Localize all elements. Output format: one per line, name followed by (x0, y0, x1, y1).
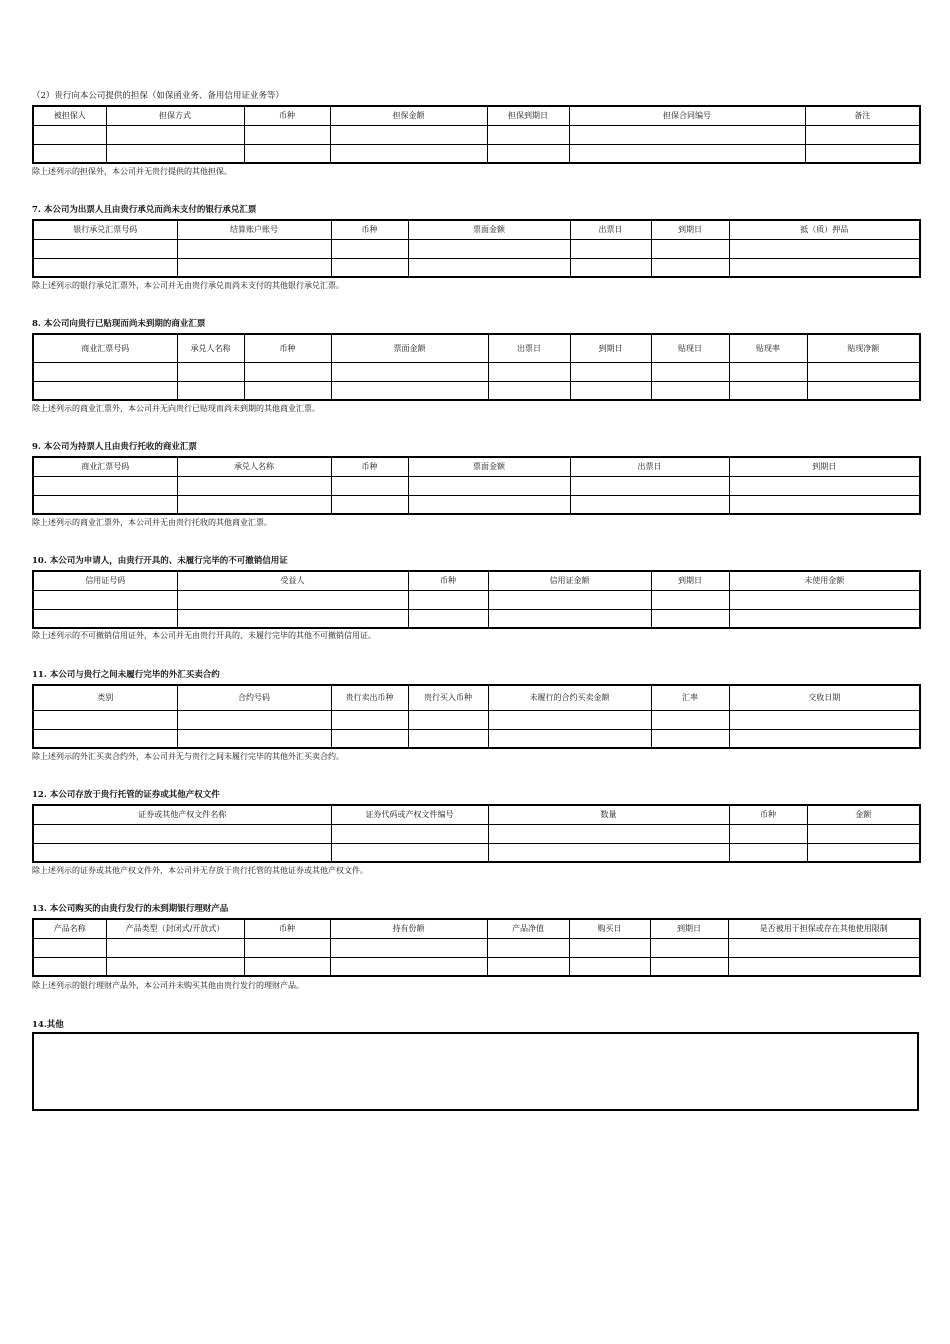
header-cell: 币种 (729, 805, 807, 824)
guarantee-note: 除上述列示的担保外，本公司并无贵行提供的其他担保。 (32, 167, 232, 176)
header-cell: 担保金额 (330, 106, 487, 125)
header-cell: 到期日 (651, 571, 729, 590)
table-row[interactable] (33, 843, 920, 862)
guarantee-table (32, 105, 921, 164)
header-cell: 到期日 (570, 334, 651, 362)
header-cell: 产品类型（封闭式/开放式） (106, 919, 244, 938)
table-row[interactable] (33, 495, 920, 514)
header-cell: 贴现净额 (807, 334, 920, 362)
header-cell: 担保方式 (106, 106, 244, 125)
table-row[interactable] (33, 476, 920, 495)
header-cell: 出票日 (570, 457, 729, 476)
custody-note: 除上述列示的证券或其他产权文件外，本公司并无存放于贵行托管的其他证券或其他产权文件。 (32, 866, 368, 875)
table-row[interactable] (33, 239, 920, 258)
table-header-row (33, 571, 920, 590)
header-cell: 未履行的合约买卖金额 (488, 685, 651, 710)
wealth-product-table (32, 918, 921, 977)
table-header-row (33, 457, 920, 476)
wealth-product-note: 除上述列示的银行理财产品外，本公司并未购买其他由贵行发行的理财产品。 (32, 981, 304, 990)
table-row[interactable] (33, 125, 920, 144)
header-cell: 数量 (488, 805, 729, 824)
discounted-bill-note: 除上述列示的商业汇票外，本公司并无向贵行已贴现而尚未到期的其他商业汇票。 (32, 404, 320, 413)
table-row[interactable] (33, 590, 920, 609)
header-cell: 银行承兑汇票号码 (33, 220, 177, 239)
acceptance-bill-section-title: 7. 本公司为出票人且由贵行承兑而尚未支付的银行承兑汇票 (32, 205, 257, 215)
table-row[interactable] (33, 362, 920, 381)
header-cell: 未使用金额 (729, 571, 920, 590)
discounted-bill-section-title: 8. 本公司向贵行已贴现而尚未到期的商业汇票 (32, 319, 206, 329)
collection-bill-table (32, 456, 921, 515)
header-cell: 币种 (408, 571, 488, 590)
header-cell: 信用证号码 (33, 571, 177, 590)
header-cell: 持有份额 (330, 919, 487, 938)
header-cell: 结算账户账号 (177, 220, 331, 239)
custody-section-title: 12. 本公司存放于贵行托管的证券或其他产权文件 (32, 790, 220, 800)
header-cell: 到期日 (651, 220, 729, 239)
header-cell: 担保合同编号 (569, 106, 805, 125)
custody-table (32, 804, 921, 863)
header-cell: 票面金额 (331, 334, 488, 362)
header-cell: 商业汇票号码 (33, 334, 177, 362)
fx-contract-section-title: 11. 本公司与贵行之间未履行完毕的外汇买卖合约 (32, 670, 220, 680)
fx-contract-note: 除上述列示的外汇买卖合约外，本公司并无与贵行之间未履行完毕的其他外汇买卖合约。 (32, 752, 344, 761)
header-cell: 贴现日 (651, 334, 729, 362)
header-cell: 贵行买入币种 (408, 685, 488, 710)
table-row[interactable] (33, 938, 920, 957)
table-row[interactable] (33, 258, 920, 277)
header-cell: 币种 (244, 106, 330, 125)
table-row[interactable] (33, 729, 920, 748)
header-cell: 贴现率 (729, 334, 807, 362)
table-row[interactable] (33, 824, 920, 843)
header-cell: 币种 (244, 919, 330, 938)
header-cell: 产品净值 (487, 919, 569, 938)
header-cell: 金额 (807, 805, 920, 824)
table-row[interactable] (33, 957, 920, 976)
collection-bill-note: 除上述列示的商业汇票外，本公司并无由贵行托收的其他商业汇票。 (32, 518, 272, 527)
header-cell: 票面金额 (408, 457, 570, 476)
collection-bill-section-title: 9. 本公司为持票人且由贵行托收的商业汇票 (32, 442, 197, 452)
header-cell: 商业汇票号码 (33, 457, 177, 476)
table-header-row (33, 919, 920, 938)
header-cell: 担保到期日 (487, 106, 569, 125)
header-cell: 交收日期 (729, 685, 920, 710)
discounted-bill-table (32, 333, 921, 401)
header-cell: 承兑人名称 (177, 334, 244, 362)
letter-of-credit-table (32, 570, 921, 629)
header-cell: 票面金额 (408, 220, 570, 239)
letter-of-credit-note: 除上述列示的不可撤销信用证外，本公司并无由贵行开具的、未履行完毕的其他不可撤销信用证。 (32, 631, 376, 640)
other-textbox[interactable] (32, 1032, 919, 1111)
header-cell: 类别 (33, 685, 177, 710)
table-header-row (33, 106, 920, 125)
header-cell: 承兑人名称 (177, 457, 331, 476)
header-cell: 证券代码或产权文件编号 (331, 805, 488, 824)
table-row[interactable] (33, 144, 920, 163)
header-cell: 产品名称 (33, 919, 106, 938)
header-cell: 贵行卖出币种 (331, 685, 408, 710)
header-cell: 是否被用于担保或存在其他使用限制 (728, 919, 920, 938)
acceptance-bill-table (32, 219, 921, 278)
header-cell: 出票日 (570, 220, 651, 239)
header-cell: 合约号码 (177, 685, 331, 710)
table-row[interactable] (33, 381, 920, 400)
header-cell: 币种 (244, 334, 331, 362)
header-cell: 证券或其他产权文件名称 (33, 805, 331, 824)
wealth-product-section-title: 13. 本公司购买的由贵行发行的未到期银行理财产品 (32, 904, 229, 914)
acceptance-bill-note: 除上述列示的银行承兑汇票外，本公司并无由贵行承兑而尚未支付的其他银行承兑汇票。 (32, 281, 344, 290)
header-cell: 抵（质）押品 (729, 220, 920, 239)
header-cell: 购买日 (569, 919, 650, 938)
header-cell: 出票日 (488, 334, 570, 362)
header-cell: 被担保人 (33, 106, 106, 125)
header-cell: 汇率 (651, 685, 729, 710)
header-cell: 币种 (331, 457, 408, 476)
guarantee-section-title: （2）贵行向本公司提供的担保（如保函业务、备用信用证业务等） (32, 91, 284, 101)
header-cell: 信用证金额 (488, 571, 651, 590)
header-cell: 受益人 (177, 571, 408, 590)
table-header-row (33, 220, 920, 239)
fx-contract-table (32, 684, 921, 749)
header-cell: 到期日 (729, 457, 920, 476)
other-section-title: 14.其他 (32, 1020, 64, 1030)
header-cell: 备注 (805, 106, 920, 125)
header-cell: 币种 (331, 220, 408, 239)
table-row[interactable] (33, 609, 920, 628)
table-header-row (33, 334, 920, 362)
table-row[interactable] (33, 710, 920, 729)
letter-of-credit-section-title: 10. 本公司为申请人，由贵行开具的、未履行完毕的不可撤销信用证 (32, 556, 288, 566)
table-header-row (33, 805, 920, 824)
header-cell: 到期日 (650, 919, 728, 938)
table-header-row (33, 685, 920, 710)
